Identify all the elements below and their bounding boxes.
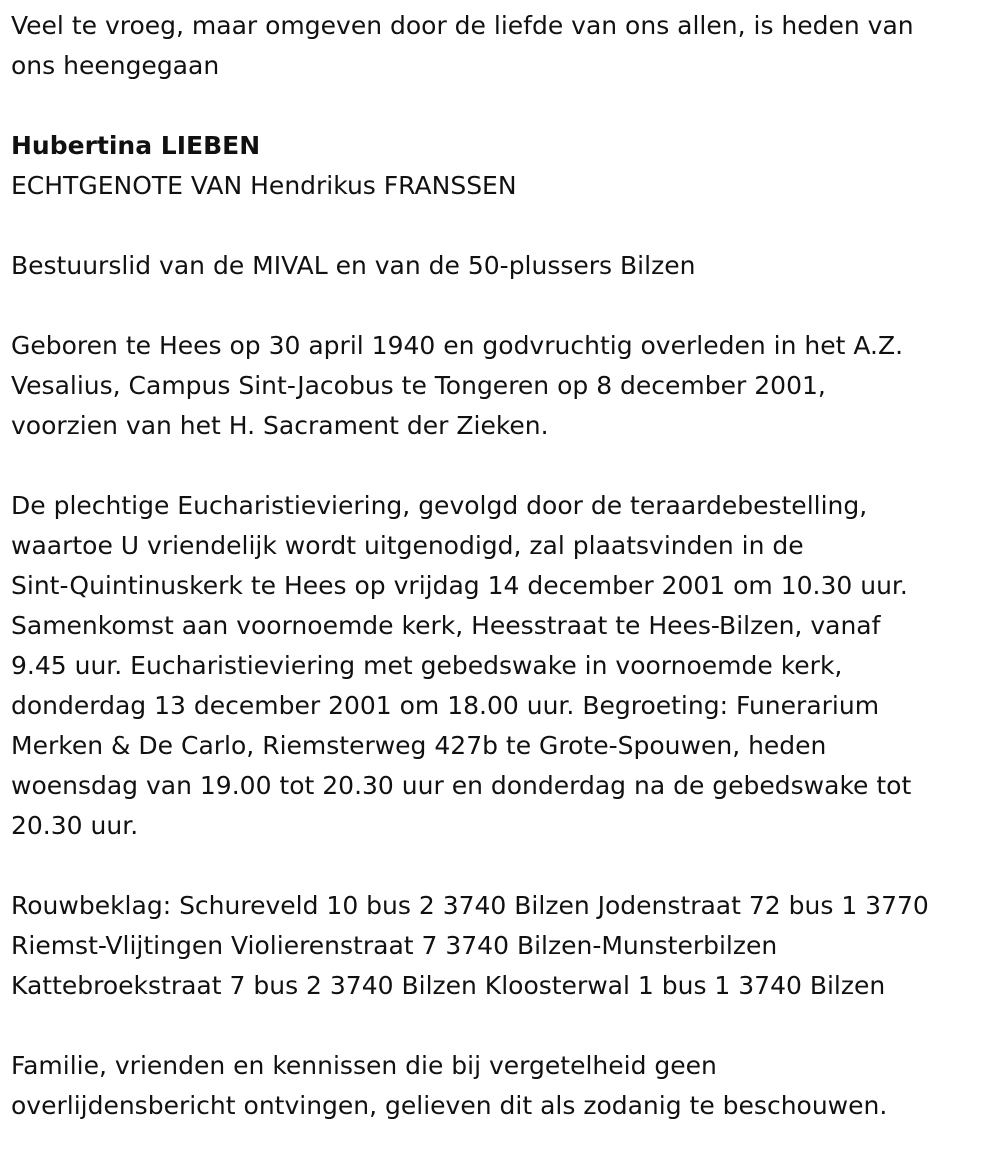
birth-death-line: voorzien van het H. Sacrament der Zieken. [11,411,549,440]
condolences-line: Kattebroekstraat 7 bus 2 3740 Bilzen Kloosterwal 1 bus 1 3740 Bilzen [11,971,886,1000]
ceremony-line: De plechtige Eucharistieviering, gevolgd door de teraardebestelling, [11,491,868,520]
condolences-line: Rouwbeklag: Schureveld 10 bus 2 3740 Bilzen Jodenstraat 72 bus 1 3770 [11,891,929,920]
birth-death-paragraph [11,326,988,446]
ceremony-line: woensdag van 19.00 tot 20.30 uur en donderdag na de gebedswake tot [11,771,912,800]
intro-paragraph [11,6,988,86]
ceremony-line: Sint-Quintinuskerk te Hees op vrijdag 14 december 2001 om 10.30 uur. [11,571,908,600]
closing-line: Familie, vrienden en kennissen die bij vergetelheid geen [11,1051,717,1080]
birth-death-line: Geboren te Hees op 30 april 1940 en godvruchtig overleden in het A.Z. [11,331,904,360]
ceremony-line: waartoe U vriendelijk wordt uitgenodigd, zal plaatsvinden in de [11,531,804,560]
ceremony-paragraph [11,486,988,846]
ceremony-line: Merken & De Carlo, Riemsterweg 427b te Grote-Spouwen, heden [11,731,827,760]
ceremony-line: 20.30 uur. [11,811,139,840]
ceremony-line: 9.45 uur. Eucharistieviering met gebedswake in voornoemde kerk, [11,651,843,680]
intro-line: Veel te vroeg, maar omgeven door de liefde van ons allen, is heden van [11,11,914,40]
condolences-line: Riemst-Vlijtingen Violierenstraat 7 3740 Bilzen-Munsterbilzen [11,931,778,960]
spouse-relation: ECHTGENOTE VAN Hendrikus FRANSSEN [11,171,517,200]
closing-line: overlijdensbericht ontvingen, gelieven dit als zodanig te beschouwen. [11,1091,888,1120]
intro-line: ons heengegaan [11,51,220,80]
role-paragraph: Bestuurslid van de MIVAL en van de 50-plussers Bilzen [11,251,696,280]
condolences-paragraph [11,886,988,1006]
birth-death-line: Vesalius, Campus Sint-Jacobus te Tongeren op 8 december 2001, [11,371,826,400]
closing-paragraph [11,1046,988,1126]
ceremony-line: donderdag 13 december 2001 om 18.00 uur. Begroeting: Funerarium [11,691,880,720]
deceased-name: Hubertina LIEBEN [11,131,261,160]
ceremony-line: Samenkomst aan voornoemde kerk, Heesstraat te Hees-Bilzen, vanaf [11,611,881,640]
